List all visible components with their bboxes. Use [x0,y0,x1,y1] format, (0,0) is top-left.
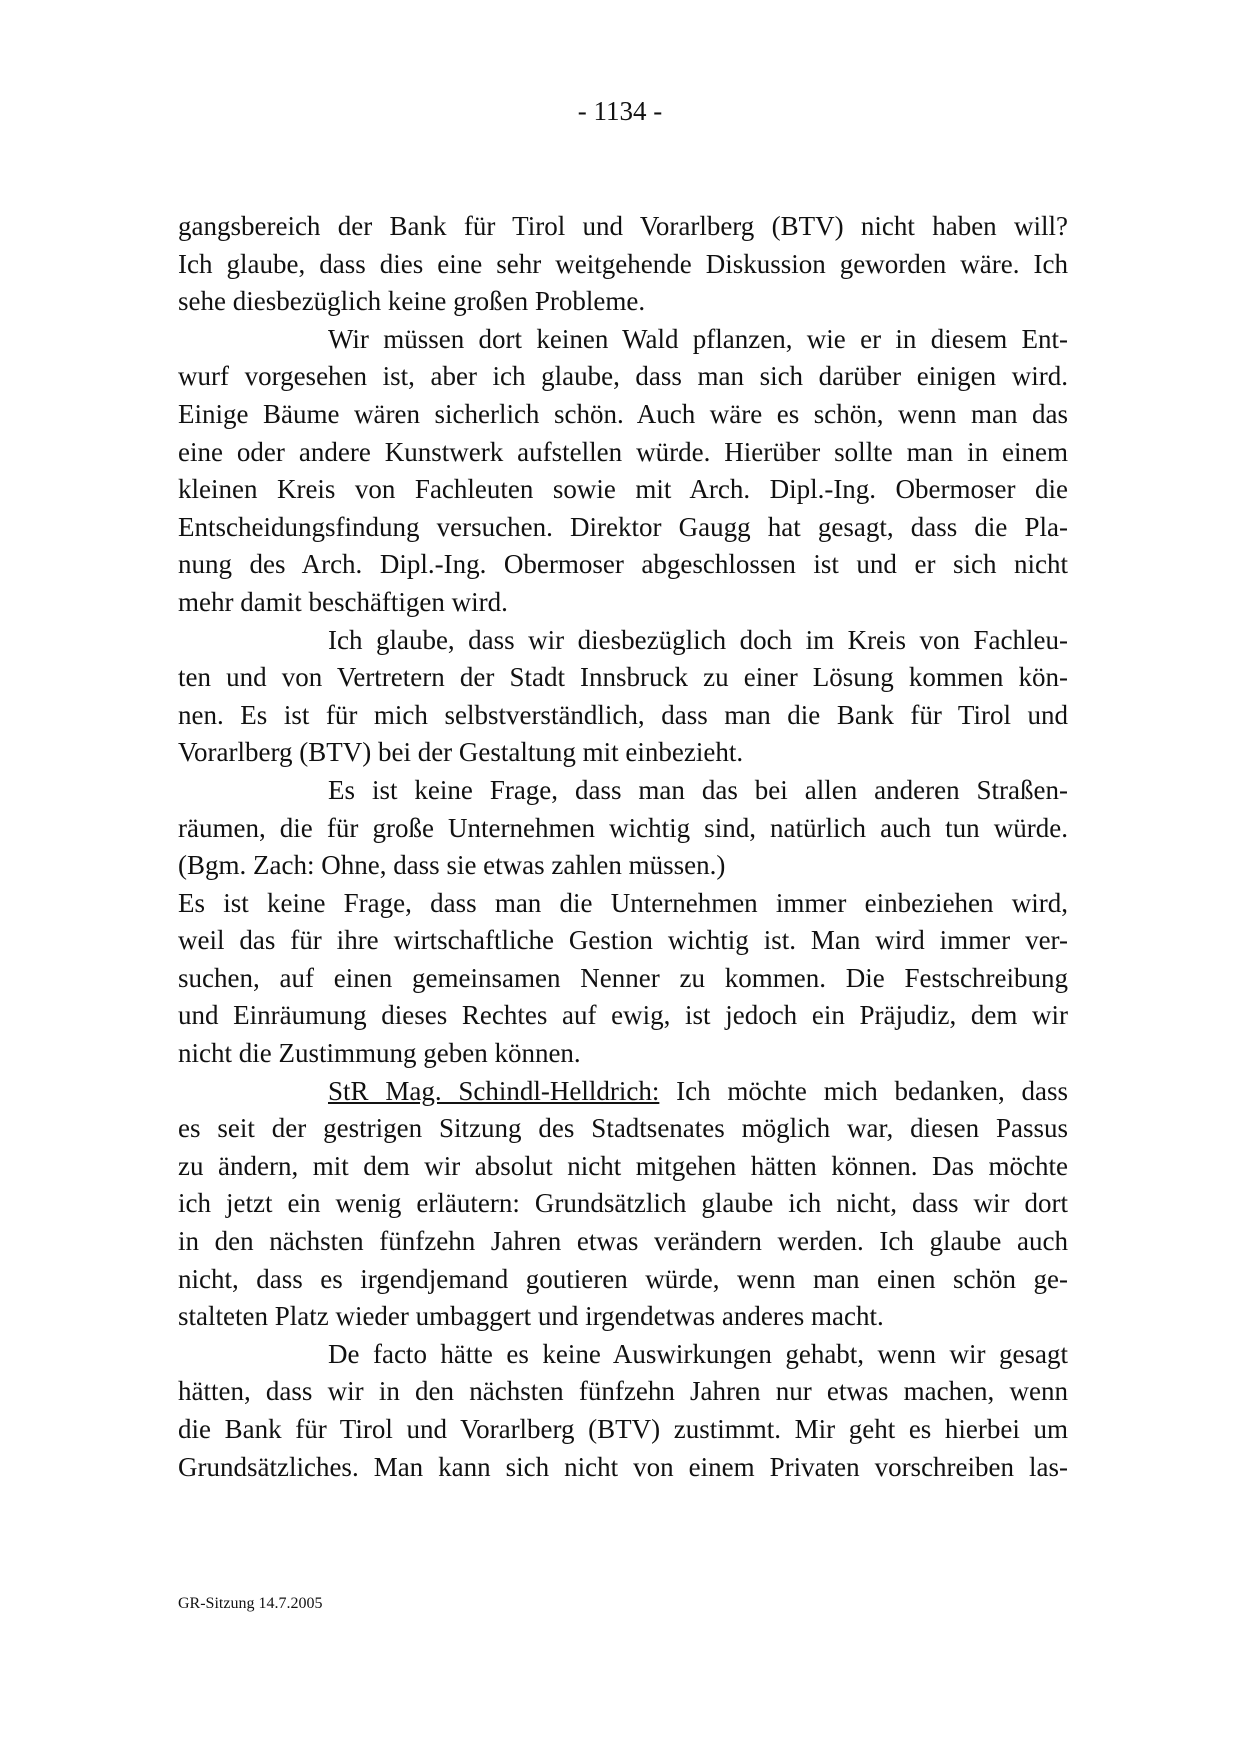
text-line: und Einräumung dieses Rechtes auf ewig, ist jedoch ein Präjudiz, dem wir [178,1000,1068,1031]
text-line: stalteten Platz wieder umbaggert und irgendetwas anderes macht. [178,1301,884,1332]
text-line: Ich glaube, dass wir diesbezüglich doch im Kreis von Fachleu- [328,624,1068,655]
speaker-name: StR Mag. Schindl-Helldrich: [328,1075,660,1106]
text-line: die Bank für Tirol und Vorarlberg (BTV) zustimmt. Mir geht es hierbei um [178,1414,1068,1444]
text-line: gangsbereich der Bank für Tirol und Vorarlberg (BTV) nicht haben will? [178,211,1068,241]
text-line: ten und von Vertretern der Stadt Innsbruck zu einer Lösung kommen kön- [178,662,1068,693]
text-line: Es ist keine Frage, dass man die Unternehmen immer einbeziehen wird, [178,887,1068,918]
document-body [178,208,1068,1486]
text-line: weil das für ihre wirtschaftliche Gestion wichtig ist. Man wird immer ver- [178,925,1068,956]
footer-session-date: GR-Sitzung 14.7.2005 [178,1595,323,1612]
text-line: Vorarlberg (BTV) bei der Gestaltung mit einbezieht. [178,737,744,768]
interjection-line: (Bgm. Zach: Ohne, dass sie etwas zahlen müssen.) [178,850,726,881]
text-line: nung des Arch. Dipl.-Ing. Obermoser abgeschlossen ist und er sich nicht [178,549,1068,580]
text-line: Entscheidungsfindung versuchen. Direktor Gaugg hat gesagt, dass die Pla- [178,511,1068,542]
text-line: in den nächsten fünfzehn Jahren etwas verändern werden. Ich glaube auch [178,1226,1068,1257]
text-line: nicht die Zustimmung geben können. [178,1038,581,1069]
page-number: - 1134 - [577,96,663,126]
speaker-line-text: Ich möchte mich bedanken, dass [676,1075,1069,1106]
text-line: mehr damit beschäftigen wird. [178,586,508,617]
text-line: wurf vorgesehen ist, aber ich glaube, dass man sich darüber einigen wird. [178,361,1068,392]
text-line: Grundsätzliches. Man kann sich nicht von einem Privaten vorschreiben las- [178,1451,1068,1482]
text-line: kleinen Kreis von Fachleuten sowie mit Arch. Dipl.-Ing. Obermoser die [178,474,1068,505]
text-line: Wir müssen dort keinen Wald pflanzen, wie er in diesem Ent- [328,323,1068,354]
text-line: ich jetzt ein wenig erläutern: Grundsätzlich glaube ich nicht, dass wir dort [178,1188,1068,1219]
text-line: eine oder andere Kunstwerk aufstellen würde. Hierüber sollte man in einem [178,436,1068,467]
text-line: räumen, die für große Unternehmen wichtig sind, natürlich auch tun würde. [178,812,1068,843]
speaker-line [178,1073,1068,1111]
text-line: sehe diesbezüglich keine großen Probleme. [178,286,646,317]
text-line: suchen, auf einen gemeinsamen Nenner zu kommen. Die Festschreibung [178,962,1068,993]
text-line: hätten, dass wir in den nächsten fünfzehn Jahren nur etwas machen, wenn [178,1376,1068,1407]
text-line: De facto hätte es keine Auswirkungen gehabt, wenn wir gesagt [328,1338,1068,1369]
text-line: es seit der gestrigen Sitzung des Stadtsenates möglich war, diesen Passus [178,1113,1068,1144]
text-line: nicht, dass es irgendjemand goutieren würde, wenn man einen schön ge- [178,1263,1068,1294]
text-line: Ich glaube, dass dies eine sehr weitgehende Diskussion geworden wäre. Ich [178,248,1068,279]
text-line: Es ist keine Frage, dass man das bei allen anderen Straßen- [328,774,1068,805]
text-line: nen. Es ist für mich selbstverständlich, dass man die Bank für Tirol und [178,699,1068,730]
text-line: zu ändern, mit dem wir absolut nicht mitgehen hätten können. Das möchte [178,1150,1068,1181]
text-line: Einige Bäume wären sicherlich schön. Auch wäre es schön, wenn man das [178,398,1068,429]
